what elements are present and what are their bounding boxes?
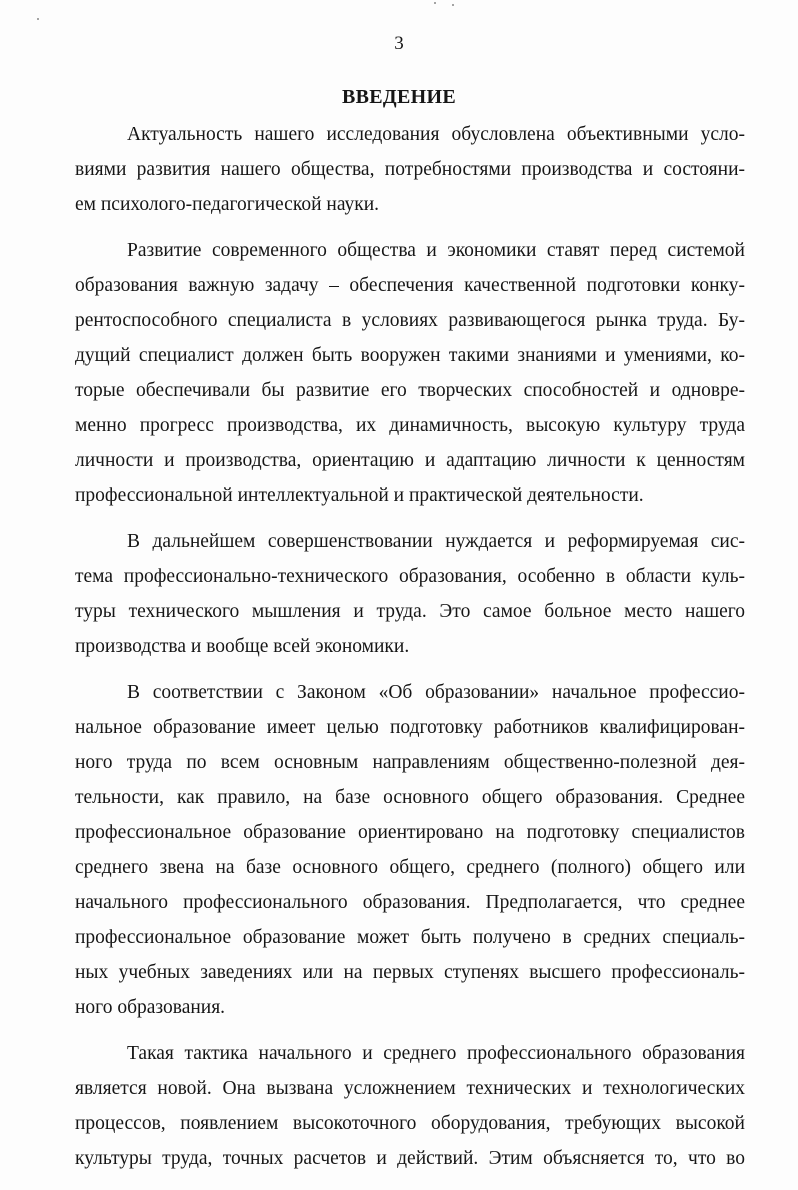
text-line: образования важную задачу – обеспечения качественной подготовки конку- bbox=[75, 275, 745, 296]
text-line: начального профессионального образования. Предполагается, что среднее bbox=[75, 892, 745, 913]
page-number: 3 bbox=[394, 33, 404, 54]
text-line: является новой. Она вызвана усложнением технических и технологических bbox=[75, 1078, 745, 1099]
text-line: среднего звена на базе основного общего, среднего (полного) общего или bbox=[75, 857, 745, 878]
text-line: туры технического мышления и труда. Это самое больное место нашего bbox=[75, 601, 745, 622]
text-line: тема профессионально-технического образования, особенно в области куль- bbox=[75, 566, 745, 587]
scan-speck bbox=[452, 4, 454, 6]
text-line: культуры труда, точных расчетов и действий. Этим объясняется то, что во bbox=[75, 1148, 745, 1169]
text-line: ем психолого-педагогической науки. bbox=[75, 194, 380, 215]
text-line: тельности, как правило, на базе основного общего образования. Среднее bbox=[75, 787, 745, 808]
text-line: менно прогресс производства, их динамичность, высокую культуру труда bbox=[75, 415, 745, 436]
text-line: профессиональное образование может быть получено в средних специаль- bbox=[75, 927, 745, 948]
text-line: В соответствии с Законом «Об образовании» начальное профессио- bbox=[127, 682, 745, 703]
section-heading: ВВЕДЕНИЕ bbox=[342, 86, 456, 108]
text-line: виями развития нашего общества, потребностями производства и состояни- bbox=[75, 159, 745, 180]
text-line: процессов, появлением высокоточного оборудования, требующих высокой bbox=[75, 1113, 745, 1134]
paragraph bbox=[75, 233, 745, 513]
scan-speck bbox=[434, 2, 436, 4]
text-line: дущий специалист должен быть вооружен такими знаниями и умениями, ко- bbox=[75, 345, 745, 366]
body-text bbox=[75, 117, 745, 1187]
text-line: производства и вообще всей экономики. bbox=[75, 636, 410, 657]
text-line: личности и производства, ориентацию и адаптацию личности к ценностям bbox=[75, 450, 745, 471]
text-line: нальное образование имеет целью подготовку работников квалифицирован- bbox=[75, 717, 745, 738]
text-line: Актуальность нашего исследования обусловлена объективными усло- bbox=[127, 124, 745, 145]
paragraph bbox=[75, 524, 745, 664]
text-line: ного образования. bbox=[75, 997, 226, 1018]
scan-speck bbox=[37, 18, 39, 20]
text-line: профессиональной интеллектуальной и практической деятельности. bbox=[75, 485, 644, 506]
text-line: ного труда по всем основным направлениям общественно-полезной дея- bbox=[75, 752, 745, 773]
paragraph bbox=[75, 117, 745, 222]
text-line: рентоспособного специалиста в условиях развивающегося рынка труда. Бу- bbox=[75, 310, 745, 331]
text-line: ных учебных заведениях или на первых ступенях высшего профессиональ- bbox=[75, 962, 745, 983]
text-line: В дальнейшем совершенствовании нуждается и реформируемая сис- bbox=[127, 531, 745, 552]
text-line: Такая тактика начального и среднего профессионального образования bbox=[127, 1043, 745, 1064]
paragraph bbox=[75, 1036, 745, 1176]
text-line: Развитие современного общества и экономики ставят перед системой bbox=[127, 240, 745, 261]
paragraph bbox=[75, 675, 745, 1025]
text-line: торые обеспечивали бы развитие его творческих способностей и одновре- bbox=[75, 380, 745, 401]
text-line: профессиональное образование ориентировано на подготовку специалистов bbox=[75, 822, 745, 843]
